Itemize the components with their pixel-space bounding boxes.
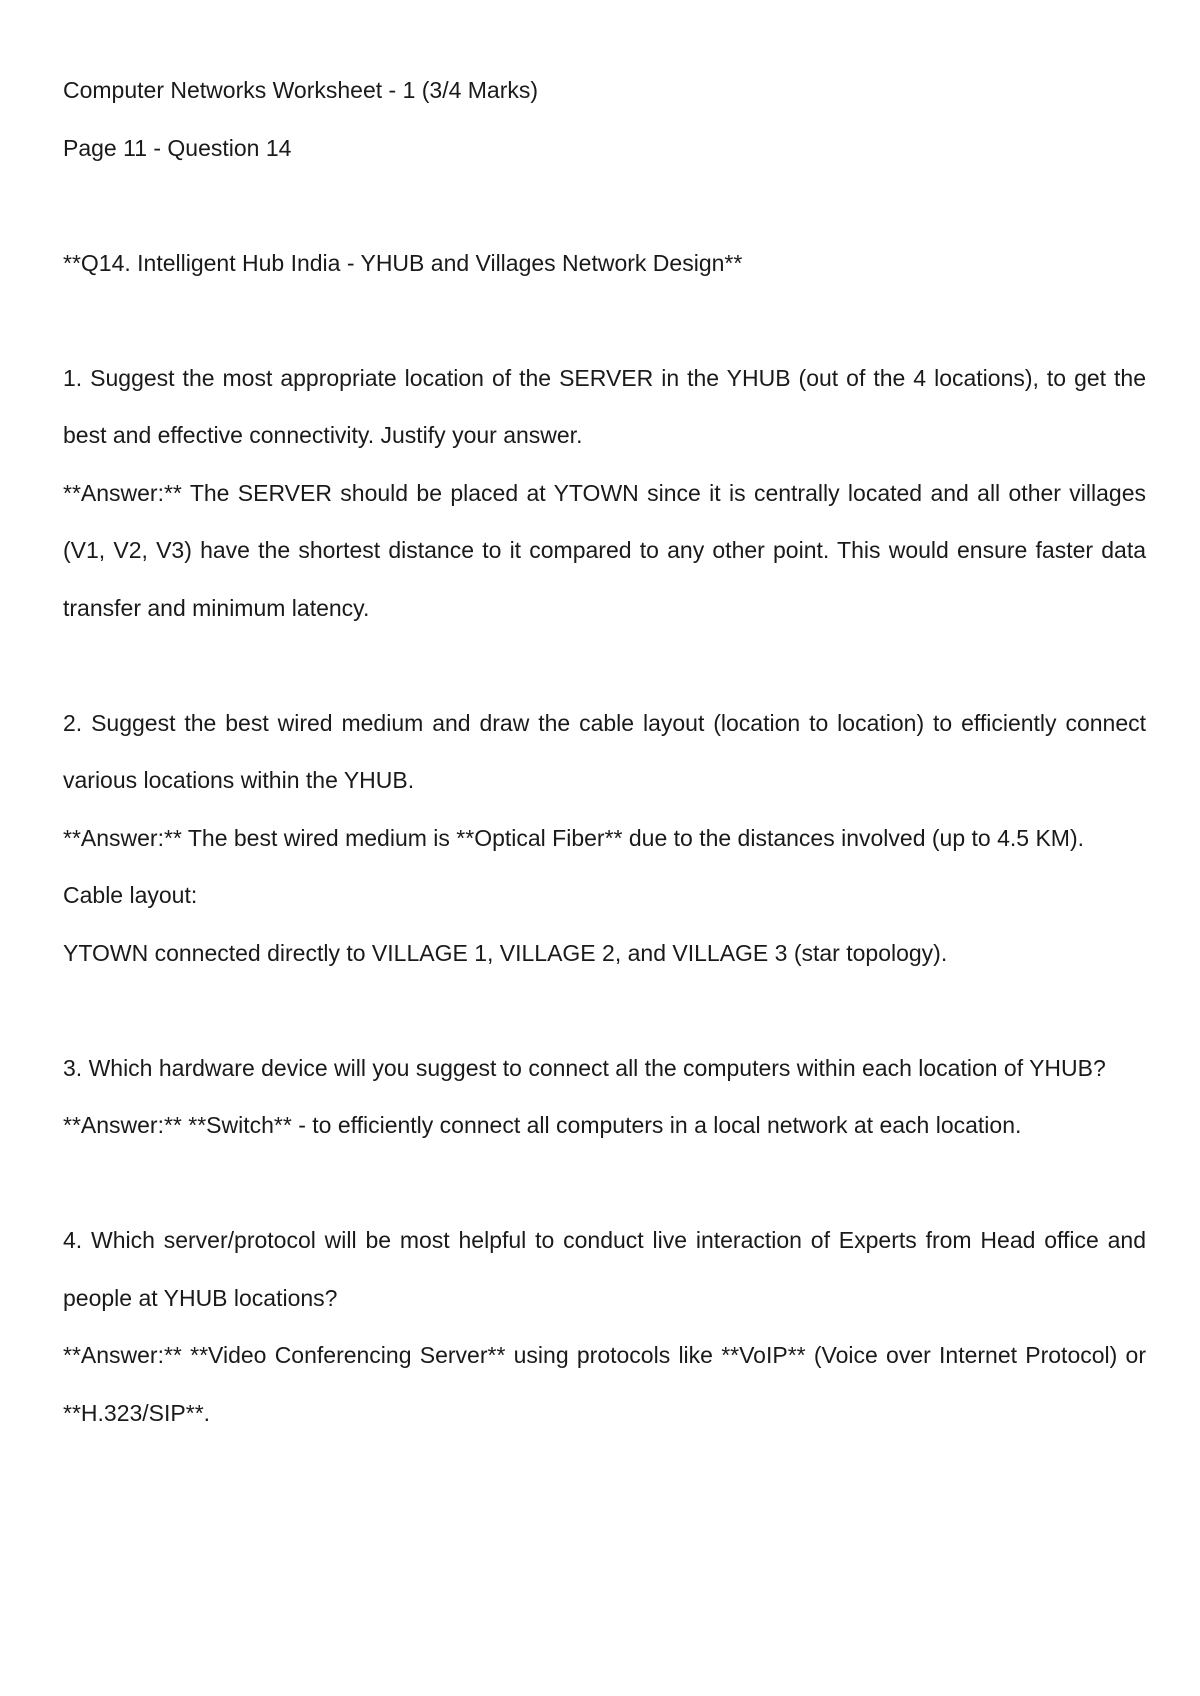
spacer	[63, 1155, 1146, 1213]
spacer	[63, 637, 1146, 695]
cable-layout-description: YTOWN connected directly to VILLAGE 1, VILLAGE 2, and VILLAGE 3 (star topology).	[63, 939, 948, 966]
question-2-text: 2. Suggest the best wired medium and draw the cable layout (location to location) to efficiently connect various locations within the YHUB.	[63, 709, 1146, 793]
cable-layout-label: Cable layout:	[63, 882, 198, 908]
spacer	[63, 177, 1146, 235]
answer-2-text: **Answer:** The best wired medium is **Optical Fiber** due to the distances involved (up to 4.5 KM).	[63, 824, 1085, 851]
answer-1-text: **Answer:** The SERVER should be placed at YTOWN since it is centrally located and all other villages (V1, V2, V3) have the shortest distance to it compared to any other point. This would ensure faster data transfer and minimum latency.	[63, 479, 1146, 621]
page-reference: Page 11 - Question 14	[63, 134, 292, 161]
answer-3-text: **Answer:** **Switch** - to efficiently connect all computers in a local network at each location.	[63, 1112, 1022, 1138]
spacer	[63, 292, 1146, 350]
question-heading: **Q14. Intelligent Hub India - YHUB and Villages Network Design**	[63, 249, 743, 276]
document-title: Computer Networks Worksheet - 1 (3/4 Marks)	[63, 77, 539, 103]
question-1-text: 1. Suggest the most appropriate location of the SERVER in the YHUB (out of the 4 locations), to get the best and effective connectivity. Justify your answer.	[63, 364, 1146, 448]
answer-4-text: **Answer:** **Video Conferencing Server** using protocols like **VoIP** (Voice over Internet Protocol) or **H.323/SIP**.	[63, 1342, 1146, 1426]
question-3-text: 3. Which hardware device will you suggest to connect all the computers within each location of YHUB?	[63, 1054, 1106, 1081]
question-4-text: 4. Which server/protocol will be most helpful to conduct live interaction of Experts from Head office and people at YHUB locations?	[63, 1227, 1146, 1311]
spacer	[63, 982, 1146, 1040]
document-page	[63, 62, 1146, 1442]
